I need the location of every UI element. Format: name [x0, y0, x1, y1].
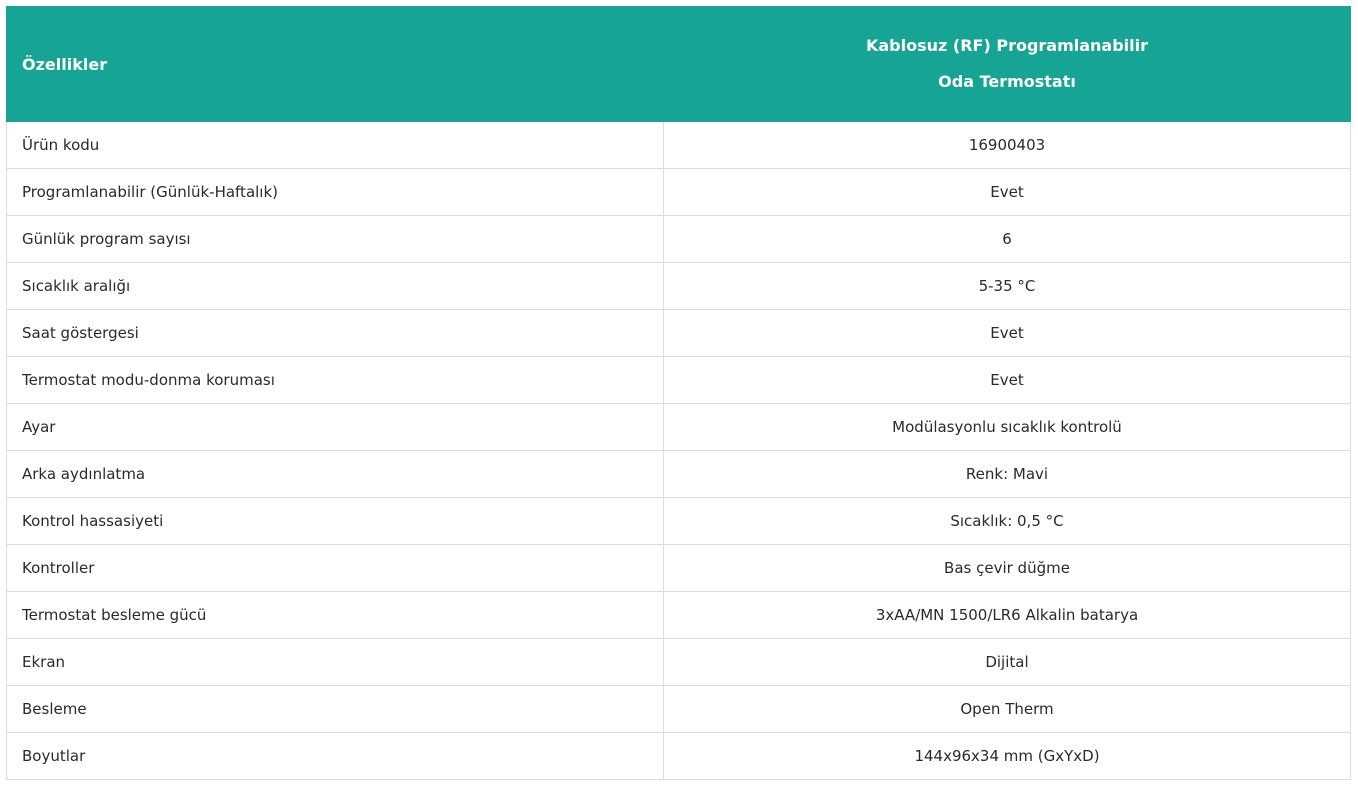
row-value: 16900403 [664, 122, 1351, 169]
table-body [7, 122, 1351, 780]
row-label: Kontroller [7, 545, 664, 592]
row-label: Günlük program sayısı [7, 216, 664, 263]
row-value: Bas çevir düğme [664, 545, 1351, 592]
row-value: 144x96x34 mm (GxYxD) [664, 733, 1351, 780]
row-label: Termostat besleme gücü [7, 592, 664, 639]
table-row [7, 357, 1351, 404]
table-header [7, 7, 1351, 122]
row-value: Evet [664, 169, 1351, 216]
table-row [7, 310, 1351, 357]
spec-table [6, 6, 1351, 780]
table-row [7, 498, 1351, 545]
row-label: Boyutlar [7, 733, 664, 780]
row-value: Modülasyonlu sıcaklık kontrolü [664, 404, 1351, 451]
row-value: Evet [664, 310, 1351, 357]
row-value: 3xAA/MN 1500/LR6 Alkalin batarya [664, 592, 1351, 639]
row-value: 5-35 °C [664, 263, 1351, 310]
row-value: Open Therm [664, 686, 1351, 733]
table-row [7, 216, 1351, 263]
row-label: Saat göstergesi [7, 310, 664, 357]
row-label: Besleme [7, 686, 664, 733]
row-label: Ayar [7, 404, 664, 451]
row-value: Renk: Mavi [664, 451, 1351, 498]
header-product-line1: Kablosuz (RF) Programlanabilir [865, 36, 1149, 55]
row-label: Ürün kodu [7, 122, 664, 169]
row-label: Programlanabilir (Günlük-Haftalık) [7, 169, 664, 216]
row-label: Kontrol hassasiyeti [7, 498, 664, 545]
table-row [7, 733, 1351, 780]
table-row [7, 686, 1351, 733]
header-product [664, 7, 1351, 122]
row-value: Evet [664, 357, 1351, 404]
row-value: Dijital [664, 639, 1351, 686]
row-label: Arka aydınlatma [7, 451, 664, 498]
row-label: Termostat modu-donma koruması [7, 357, 664, 404]
header-product-line2: Oda Termostatı [938, 72, 1076, 91]
table-row [7, 122, 1351, 169]
table-row [7, 592, 1351, 639]
header-feature: Özellikler [7, 7, 664, 122]
row-label: Ekran [7, 639, 664, 686]
row-label: Sıcaklık aralığı [7, 263, 664, 310]
table-row [7, 639, 1351, 686]
table-row [7, 169, 1351, 216]
spec-table-container [6, 6, 1350, 780]
table-row [7, 404, 1351, 451]
row-value: Sıcaklık: 0,5 °C [664, 498, 1351, 545]
header-row [7, 7, 1351, 122]
row-value: 6 [664, 216, 1351, 263]
table-row [7, 545, 1351, 592]
table-row [7, 263, 1351, 310]
table-row [7, 451, 1351, 498]
